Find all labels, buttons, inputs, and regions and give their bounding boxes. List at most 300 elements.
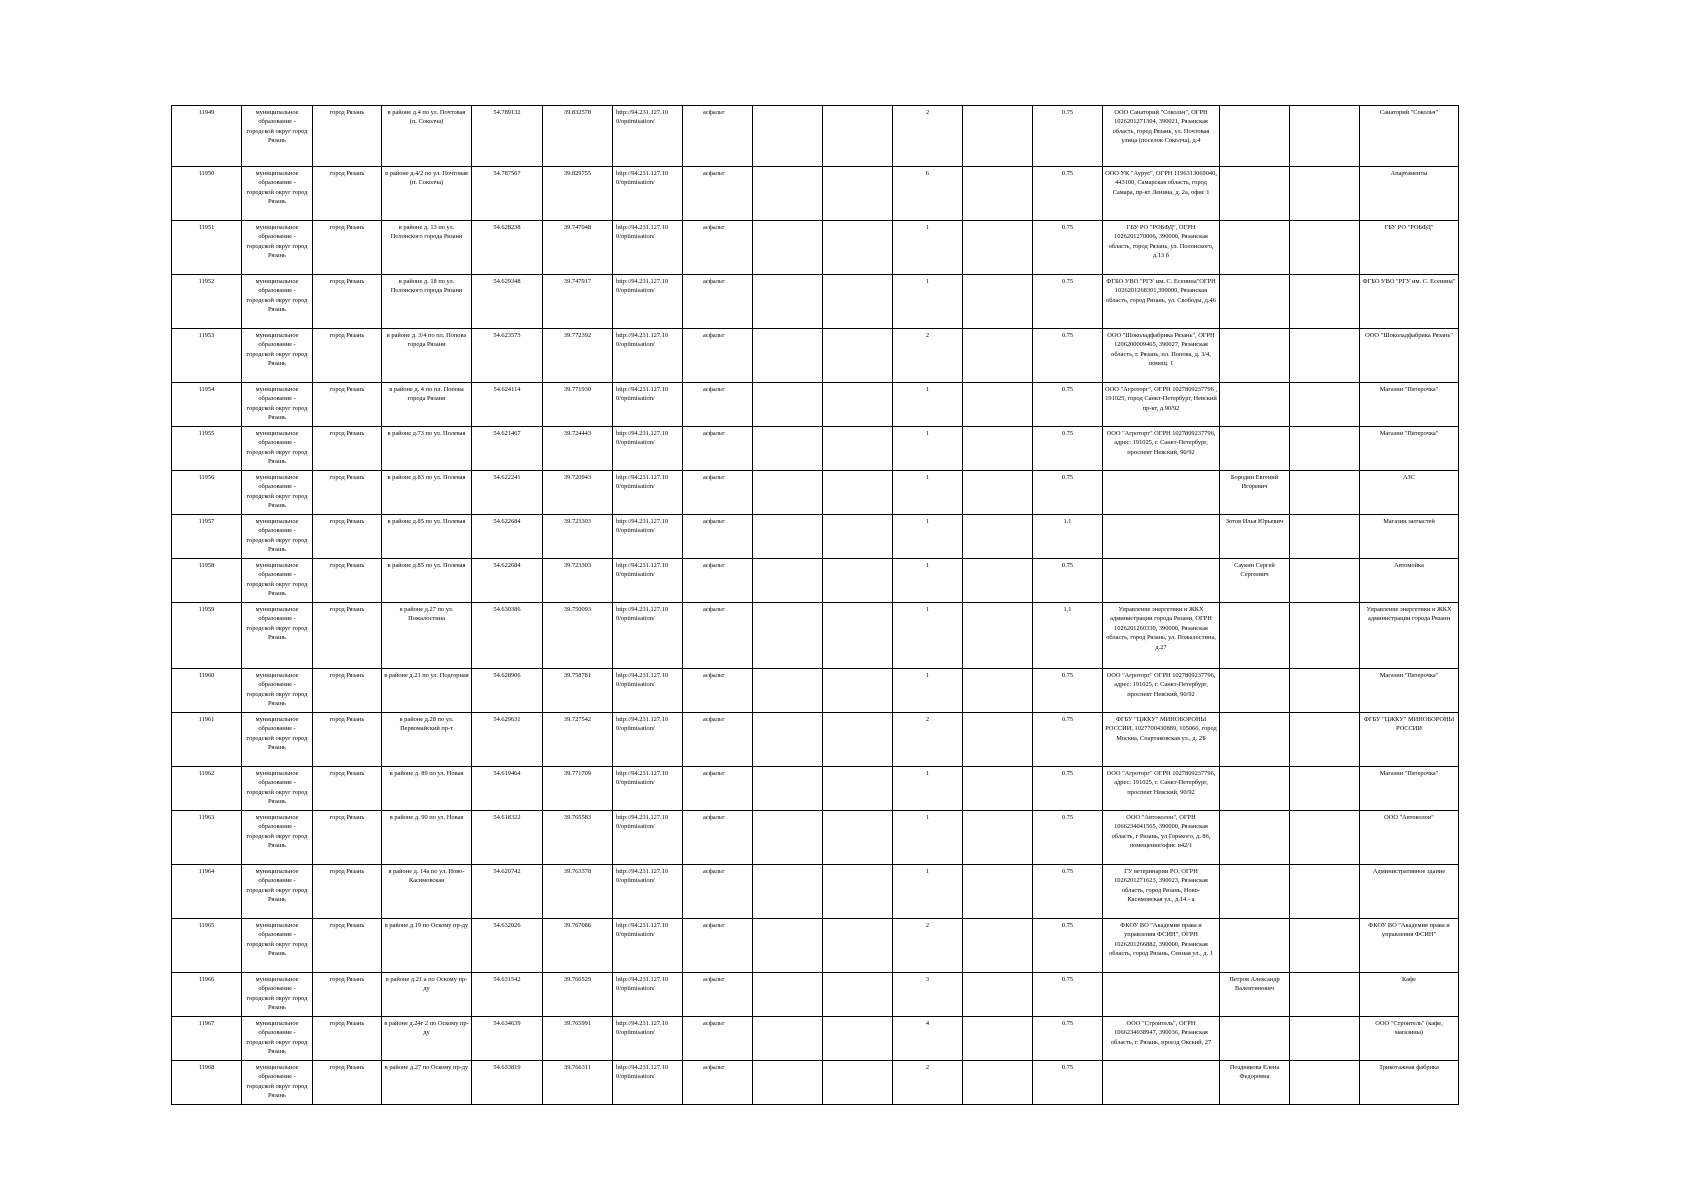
cell-empty	[753, 919, 823, 973]
table-row	[172, 767, 1459, 811]
cell-address: в районе д. 89 по ул. Новая	[382, 767, 472, 811]
cell-owner-individual: Зотов Илья Юрьевич	[1220, 515, 1290, 559]
cell-longitude: 39.763378	[543, 865, 613, 919]
cell-url: http://94.231.127.10 0/optimisation/	[613, 811, 683, 865]
cell-waste-source: Магазин "Пятерочка"	[1360, 383, 1459, 427]
cell-id: 11950	[172, 167, 242, 221]
cell-container-count: 1	[893, 865, 963, 919]
cell-empty	[1290, 106, 1360, 167]
cell-empty	[823, 669, 893, 713]
cell-surface: асфальт	[683, 167, 753, 221]
cell-address: в районе д.21 по ул. Подгорная	[382, 669, 472, 713]
cell-owner-individual	[1220, 221, 1290, 275]
cell-longitude: 39.727542	[543, 713, 613, 767]
cell-empty	[1290, 1017, 1360, 1061]
cell-empty	[753, 275, 823, 329]
cell-municipality: муниципальное образование - городской округ город Рязань	[242, 669, 313, 713]
cell-empty	[963, 603, 1033, 669]
cell-empty	[963, 329, 1033, 383]
cell-owner-legal-entity	[1103, 559, 1220, 603]
cell-container-volume: 0.75	[1033, 669, 1103, 713]
cell-longitude: 39.765583	[543, 811, 613, 865]
cell-locality: город Рязань	[313, 383, 382, 427]
cell-empty	[823, 713, 893, 767]
cell-surface: асфальт	[683, 515, 753, 559]
cell-url: http://94.231.127.10 0/optimisation/	[613, 919, 683, 973]
cell-locality: город Рязань	[313, 471, 382, 515]
cell-surface: асфальт	[683, 603, 753, 669]
cell-locality: город Рязань	[313, 919, 382, 973]
cell-surface: асфальт	[683, 865, 753, 919]
table-row	[172, 471, 1459, 515]
cell-empty	[753, 221, 823, 275]
cell-latitude: 54.630386	[472, 603, 543, 669]
cell-empty	[753, 1017, 823, 1061]
cell-id: 11961	[172, 713, 242, 767]
cell-municipality: муниципальное образование - городской округ город Рязань	[242, 811, 313, 865]
cell-longitude: 39.750093	[543, 603, 613, 669]
cell-url: http://94.231.127.10 0/optimisation/	[613, 973, 683, 1017]
cell-owner-legal-entity: ГУ ветеринарии РО, ОГРН 1026201271623, 390023, Рязанская область, город Рязань, Ново-Касимовская ул., д.14 - а	[1103, 865, 1220, 919]
cell-locality: город Рязань	[313, 1061, 382, 1105]
cell-locality: город Рязань	[313, 275, 382, 329]
cell-owner-individual	[1220, 1017, 1290, 1061]
cell-waste-source: ООО "Автоколон"	[1360, 811, 1459, 865]
cell-empty	[823, 973, 893, 1017]
cell-id: 11955	[172, 427, 242, 471]
cell-locality: город Рязань	[313, 973, 382, 1017]
table-row	[172, 221, 1459, 275]
cell-empty	[1290, 1061, 1360, 1105]
cell-empty	[753, 329, 823, 383]
cell-container-volume: 0.75	[1033, 713, 1103, 767]
cell-longitude: 39.772392	[543, 329, 613, 383]
cell-owner-legal-entity: ФКОУ ВО "Академия права и управления ФСИН", ОГРН 1026201266882, 390000, Рязанская область, город Рязань, Сенная ул., д. 1	[1103, 919, 1220, 973]
cell-container-volume: 0.75	[1033, 471, 1103, 515]
cell-id: 11968	[172, 1061, 242, 1105]
cell-latitude: 54.787567	[472, 167, 543, 221]
cell-municipality: муниципальное образование - городской округ город Рязань	[242, 973, 313, 1017]
cell-waste-source: Кафе	[1360, 973, 1459, 1017]
cell-empty	[1290, 713, 1360, 767]
cell-locality: город Рязань	[313, 427, 382, 471]
cell-container-volume: 0.75	[1033, 1061, 1103, 1105]
cell-locality: город Рязань	[313, 167, 382, 221]
cell-locality: город Рязань	[313, 106, 382, 167]
cell-latitude: 54.622241	[472, 471, 543, 515]
cell-container-count: 2	[893, 106, 963, 167]
table-row	[172, 865, 1459, 919]
cell-container-count: 1	[893, 603, 963, 669]
cell-surface: асфальт	[683, 471, 753, 515]
cell-address: в районе д. 4 по пл. Попова города Рязани	[382, 383, 472, 427]
cell-id: 11951	[172, 221, 242, 275]
cell-owner-individual: Саукин Сергей Сергеевич	[1220, 559, 1290, 603]
cell-longitude: 39.766529	[543, 973, 613, 1017]
cell-empty	[753, 515, 823, 559]
cell-municipality: муниципальное образование - городской округ город Рязань	[242, 1017, 313, 1061]
cell-container-count: 1	[893, 669, 963, 713]
cell-waste-source: ФКОУ ВО "Академия права и управления ФСИН"	[1360, 919, 1459, 973]
cell-empty	[963, 515, 1033, 559]
cell-longitude: 39.723303	[543, 559, 613, 603]
cell-empty	[823, 865, 893, 919]
cell-owner-legal-entity	[1103, 973, 1220, 1017]
cell-container-count: 1	[893, 221, 963, 275]
cell-waste-source: Магазин "Пятерочка"	[1360, 767, 1459, 811]
table-row	[172, 515, 1459, 559]
cell-municipality: муниципальное образование - городской округ город Рязань	[242, 559, 313, 603]
cell-latitude: 54.632026	[472, 919, 543, 973]
cell-id: 11967	[172, 1017, 242, 1061]
cell-id: 11965	[172, 919, 242, 973]
cell-municipality: муниципальное образование - городской округ город Рязань	[242, 329, 313, 383]
cell-empty	[963, 919, 1033, 973]
cell-id: 11964	[172, 865, 242, 919]
cell-empty	[753, 603, 823, 669]
cell-waste-source: АЗС	[1360, 471, 1459, 515]
table-row	[172, 167, 1459, 221]
cell-empty	[753, 1061, 823, 1105]
cell-waste-source: ФГБУ "ЦЖКУ" МИНОБОРОНЫ РОССИИ	[1360, 713, 1459, 767]
cell-empty	[1290, 471, 1360, 515]
cell-latitude: 54.634639	[472, 1017, 543, 1061]
cell-empty	[753, 713, 823, 767]
cell-empty	[963, 713, 1033, 767]
cell-container-count: 2	[893, 1061, 963, 1105]
cell-surface: асфальт	[683, 767, 753, 811]
cell-waste-source: Административное здание	[1360, 865, 1459, 919]
cell-longitude: 39.771930	[543, 383, 613, 427]
cell-surface: асфальт	[683, 275, 753, 329]
cell-latitude: 54.789132	[472, 106, 543, 167]
cell-container-volume: 1,1	[1033, 603, 1103, 669]
cell-locality: город Рязань	[313, 329, 382, 383]
cell-container-volume: 0.75	[1033, 1017, 1103, 1061]
cell-address: в районе д.27 по ул. Пожалостина	[382, 603, 472, 669]
cell-owner-individual	[1220, 275, 1290, 329]
cell-address: в районе д.4 по ул. Почтовая (п. Соколча)	[382, 106, 472, 167]
cell-container-count: 1	[893, 515, 963, 559]
cell-empty	[823, 106, 893, 167]
cell-empty	[823, 471, 893, 515]
cell-url: http://94.231.127.10 0/optimisation/	[613, 383, 683, 427]
cell-waste-source: Магазин "Пятерочка"	[1360, 427, 1459, 471]
cell-owner-individual	[1220, 427, 1290, 471]
cell-address: в районе д.24г 2 по Оскому пр-ду	[382, 1017, 472, 1061]
cell-waste-source: ООО "Строитель" (кафе, магазины)	[1360, 1017, 1459, 1061]
cell-latitude: 54.628906	[472, 669, 543, 713]
cell-surface: асфальт	[683, 383, 753, 427]
cell-waste-source: Магазин запчастей	[1360, 515, 1459, 559]
cell-empty	[963, 669, 1033, 713]
cell-owner-legal-entity: ООО "Агроторг" ОГРН 1027809237796, адрес: 191025, г. Санкт-Петербург, проспект Невский, 90/92	[1103, 767, 1220, 811]
cell-latitude: 54.629631	[472, 713, 543, 767]
cell-id: 11952	[172, 275, 242, 329]
cell-url: http://94.231.127.10 0/optimisation/	[613, 106, 683, 167]
cell-waste-source: ГБУ РО "РОБФД"	[1360, 221, 1459, 275]
table-row	[172, 713, 1459, 767]
cell-latitude: 54.619464	[472, 767, 543, 811]
cell-container-count: 2	[893, 919, 963, 973]
table-row	[172, 1061, 1459, 1105]
cell-longitude: 39.829755	[543, 167, 613, 221]
cell-empty	[823, 329, 893, 383]
cell-latitude: 54.622684	[472, 515, 543, 559]
cell-address: в районе д. 13 по ул. Полонского города Рязани	[382, 221, 472, 275]
cell-longitude: 39.720943	[543, 471, 613, 515]
cell-empty	[963, 865, 1033, 919]
cell-empty	[1290, 865, 1360, 919]
cell-municipality: муниципальное образование - городской округ город Рязань	[242, 275, 313, 329]
cell-container-volume: 1.1	[1033, 515, 1103, 559]
cell-empty	[753, 669, 823, 713]
cell-longitude: 39.758781	[543, 669, 613, 713]
cell-owner-legal-entity: Управление энергетики и ЖКХ администрации города Рязани, ОГРН 1026201260330, 390000, Рязанская область, город Рязань, ул. Пожалостина, д.27	[1103, 603, 1220, 669]
cell-address: в районе д.83 по ул. Полевая	[382, 471, 472, 515]
cell-empty	[823, 811, 893, 865]
cell-locality: город Рязань	[313, 221, 382, 275]
cell-container-volume: 0.75	[1033, 811, 1103, 865]
cell-locality: город Рязань	[313, 713, 382, 767]
cell-url: http://94.231.127.10 0/optimisation/	[613, 275, 683, 329]
cell-url: http://94.231.127.10 0/optimisation/	[613, 221, 683, 275]
cell-owner-individual: Бородин Евгений Игоревич	[1220, 471, 1290, 515]
cell-owner-legal-entity	[1103, 515, 1220, 559]
cell-empty	[1290, 811, 1360, 865]
cell-owner-individual: Петров Александр Валентинович	[1220, 973, 1290, 1017]
cell-locality: город Рязань	[313, 811, 382, 865]
cell-container-count: 1	[893, 767, 963, 811]
cell-id: 11949	[172, 106, 242, 167]
cell-locality: город Рязань	[313, 559, 382, 603]
cell-owner-individual	[1220, 669, 1290, 713]
cell-owner-individual	[1220, 167, 1290, 221]
cell-waste-source: Апартаменты	[1360, 167, 1459, 221]
cell-empty	[753, 973, 823, 1017]
cell-container-count: 4	[893, 1017, 963, 1061]
cell-container-volume: 0.75	[1033, 106, 1103, 167]
cell-url: http://94.231.127.10 0/optimisation/	[613, 515, 683, 559]
cell-url: http://94.231.127.10 0/optimisation/	[613, 427, 683, 471]
cell-latitude: 54.629348	[472, 275, 543, 329]
cell-locality: город Рязань	[313, 669, 382, 713]
cell-waste-source: Трикотажная фабрика	[1360, 1061, 1459, 1105]
cell-owner-individual	[1220, 713, 1290, 767]
table-row	[172, 383, 1459, 427]
cell-empty	[963, 106, 1033, 167]
cell-container-volume: 0.75	[1033, 383, 1103, 427]
cell-url: http://94.231.127.10 0/optimisation/	[613, 329, 683, 383]
cell-container-volume: 0.75	[1033, 167, 1103, 221]
cell-owner-individual	[1220, 603, 1290, 669]
cell-municipality: муниципальное образование - городской округ город Рязань	[242, 767, 313, 811]
cell-municipality: муниципальное образование - городской округ город Рязань	[242, 167, 313, 221]
cell-container-volume: 0.75	[1033, 329, 1103, 383]
cell-longitude: 39.723303	[543, 515, 613, 559]
cell-empty	[753, 811, 823, 865]
cell-container-count: 1	[893, 275, 963, 329]
cell-empty	[963, 427, 1033, 471]
cell-id: 11963	[172, 811, 242, 865]
cell-waste-source: ФГБО УВО "РГУ им. С. Есенина"	[1360, 275, 1459, 329]
cell-empty	[963, 973, 1033, 1017]
cell-empty	[823, 515, 893, 559]
cell-empty	[823, 559, 893, 603]
waste-sites-registry-table	[171, 105, 1459, 1105]
cell-owner-legal-entity: ООО "Агроторг", ОГРН 1027809237796 , 191025, город Санкт-Петербург, Невский пр-кт, д.90/92	[1103, 383, 1220, 427]
cell-container-volume: 0.75	[1033, 275, 1103, 329]
cell-address: в районе д.85 по ул. Полевая	[382, 559, 472, 603]
cell-id: 11960	[172, 669, 242, 713]
cell-municipality: муниципальное образование - городской округ город Рязань	[242, 106, 313, 167]
cell-municipality: муниципальное образование - городской округ город Рязань	[242, 713, 313, 767]
cell-surface: асфальт	[683, 427, 753, 471]
cell-longitude: 39.724443	[543, 427, 613, 471]
cell-municipality: муниципальное образование - городской округ город Рязань	[242, 1061, 313, 1105]
cell-surface: асфальт	[683, 221, 753, 275]
cell-id: 11959	[172, 603, 242, 669]
table-row	[172, 919, 1459, 973]
cell-owner-legal-entity: ООО "Агроторг" ОГРН 1027809237796, адрес: 191025, г. Санкт-Петербург, проспект Невский, 90/92	[1103, 669, 1220, 713]
cell-url: http://94.231.127.10 0/optimisation/	[613, 865, 683, 919]
cell-surface: асфальт	[683, 713, 753, 767]
cell-container-volume: 0.75	[1033, 973, 1103, 1017]
cell-owner-legal-entity: ООО "Автоколон", ОГРН 1066234041565, 390000, Рязанская область, г Рязань, ул Горького, д. 86, помещение/офис н42/1	[1103, 811, 1220, 865]
cell-owner-individual	[1220, 329, 1290, 383]
cell-id: 11953	[172, 329, 242, 383]
table-row	[172, 275, 1459, 329]
cell-empty	[963, 811, 1033, 865]
cell-municipality: муниципальное образование - городской округ город Рязань	[242, 865, 313, 919]
cell-address: в районе д.28 по ул. Первомайский пр-т	[382, 713, 472, 767]
cell-address: в районе д. 14а по ул. Ново-Касимовская	[382, 865, 472, 919]
cell-empty	[1290, 275, 1360, 329]
cell-longitude: 39.767086	[543, 919, 613, 973]
cell-latitude: 54.633819	[472, 1061, 543, 1105]
cell-empty	[1290, 383, 1360, 427]
registry-body	[172, 106, 1459, 1105]
cell-latitude: 54.620742	[472, 865, 543, 919]
cell-address: в районе д. 18 по ул. Полонского города Рязани	[382, 275, 472, 329]
cell-empty	[823, 1017, 893, 1061]
cell-empty	[1290, 515, 1360, 559]
cell-url: http://94.231.127.10 0/optimisation/	[613, 471, 683, 515]
cell-url: http://94.231.127.10 0/optimisation/	[613, 603, 683, 669]
cell-locality: город Рязань	[313, 865, 382, 919]
cell-container-count: 2	[893, 329, 963, 383]
cell-empty	[823, 167, 893, 221]
cell-container-count: 2	[893, 713, 963, 767]
cell-locality: город Рязань	[313, 603, 382, 669]
cell-surface: асфальт	[683, 329, 753, 383]
cell-municipality: муниципальное образование - городской округ город Рязань	[242, 603, 313, 669]
cell-id: 11966	[172, 973, 242, 1017]
cell-empty	[1290, 767, 1360, 811]
cell-empty	[753, 167, 823, 221]
cell-address: в районе д.27 по Оскому пр-ду	[382, 1061, 472, 1105]
cell-container-count: 1	[893, 427, 963, 471]
cell-owner-individual	[1220, 106, 1290, 167]
cell-container-volume: 0.75	[1033, 919, 1103, 973]
cell-container-volume: 0.75	[1033, 427, 1103, 471]
cell-surface: асфальт	[683, 669, 753, 713]
cell-url: http://94.231.127.10 0/optimisation/	[613, 559, 683, 603]
cell-surface: асфальт	[683, 1061, 753, 1105]
table-row	[172, 973, 1459, 1017]
cell-owner-legal-entity: ООО УК "Аурус", ОГРН 1196313069040, 443100, Самарская область, город Самара, пр-кт Ленина, д. 2а, офис 1	[1103, 167, 1220, 221]
cell-owner-legal-entity: ФГБО УВО "РГУ им. С. Есенина"ОГРН 1026201268301,390000, Рязанская область, город Рязань, ул. Свободы, д.46	[1103, 275, 1220, 329]
cell-surface: асфальт	[683, 106, 753, 167]
cell-empty	[1290, 919, 1360, 973]
cell-latitude: 54.631542	[472, 973, 543, 1017]
cell-waste-source: Магазин "Пятерочка"	[1360, 669, 1459, 713]
cell-municipality: муниципальное образование - городской округ город Рязань	[242, 919, 313, 973]
cell-latitude: 54.623573	[472, 329, 543, 383]
cell-address: в районе д.85 по ул. Полевая	[382, 515, 472, 559]
cell-latitude: 54.624114	[472, 383, 543, 427]
cell-owner-individual	[1220, 811, 1290, 865]
cell-waste-source: ООО "Шоколадфабрика Рязань"	[1360, 329, 1459, 383]
cell-address: в районе д.19 по Оскому пр-ду	[382, 919, 472, 973]
cell-empty	[963, 167, 1033, 221]
cell-id: 11962	[172, 767, 242, 811]
cell-owner-individual	[1220, 767, 1290, 811]
table-row	[172, 427, 1459, 471]
cell-empty	[753, 471, 823, 515]
table-row	[172, 559, 1459, 603]
table-row	[172, 811, 1459, 865]
cell-container-volume: 0.75	[1033, 767, 1103, 811]
cell-longitude: 39.771709	[543, 767, 613, 811]
cell-address: в районе д.21 а по Оскому пр-ду	[382, 973, 472, 1017]
cell-empty	[1290, 603, 1360, 669]
cell-empty	[1290, 427, 1360, 471]
cell-id: 11958	[172, 559, 242, 603]
cell-latitude: 54.622684	[472, 559, 543, 603]
cell-container-count: 1	[893, 559, 963, 603]
cell-empty	[1290, 559, 1360, 603]
cell-container-count: 3	[893, 973, 963, 1017]
cell-id: 11954	[172, 383, 242, 427]
cell-url: http://94.231.127.10 0/optimisation/	[613, 1061, 683, 1105]
cell-id: 11956	[172, 471, 242, 515]
cell-empty	[753, 767, 823, 811]
cell-owner-legal-entity	[1103, 1061, 1220, 1105]
cell-owner-legal-entity: ФГБУ "ЦЖКУ" МИНОБОРОНЫ РОССИИ, 1027700430889, 105066, город Москва, Спартаковская ул., д. 2Б	[1103, 713, 1220, 767]
cell-longitude: 39.765991	[543, 1017, 613, 1061]
cell-url: http://94.231.127.10 0/optimisation/	[613, 669, 683, 713]
cell-surface: асфальт	[683, 919, 753, 973]
cell-container-volume: 0.75	[1033, 865, 1103, 919]
cell-locality: город Рязань	[313, 1017, 382, 1061]
cell-latitude: 54.618322	[472, 811, 543, 865]
cell-empty	[823, 603, 893, 669]
cell-address: в районе д. 90 по ул. Новая	[382, 811, 472, 865]
cell-locality: город Рязань	[313, 767, 382, 811]
cell-empty	[823, 275, 893, 329]
table-row	[172, 603, 1459, 669]
cell-empty	[963, 1017, 1033, 1061]
cell-owner-legal-entity: ООО "Шоколадфабрика Рязань", ОГРН 1206200009465, 390027, Рязанская область, г. Рязань, пл. Попова, д. 3/4, помещ. 1	[1103, 329, 1220, 383]
cell-empty	[963, 383, 1033, 427]
cell-empty	[963, 221, 1033, 275]
cell-latitude: 54.628238	[472, 221, 543, 275]
cell-longitude: 39.747917	[543, 275, 613, 329]
cell-address: в районе д.4/2 по ул. Почтовая (п. Соколча)	[382, 167, 472, 221]
cell-municipality: муниципальное образование - городской округ город Рязань	[242, 383, 313, 427]
cell-surface: асфальт	[683, 1017, 753, 1061]
